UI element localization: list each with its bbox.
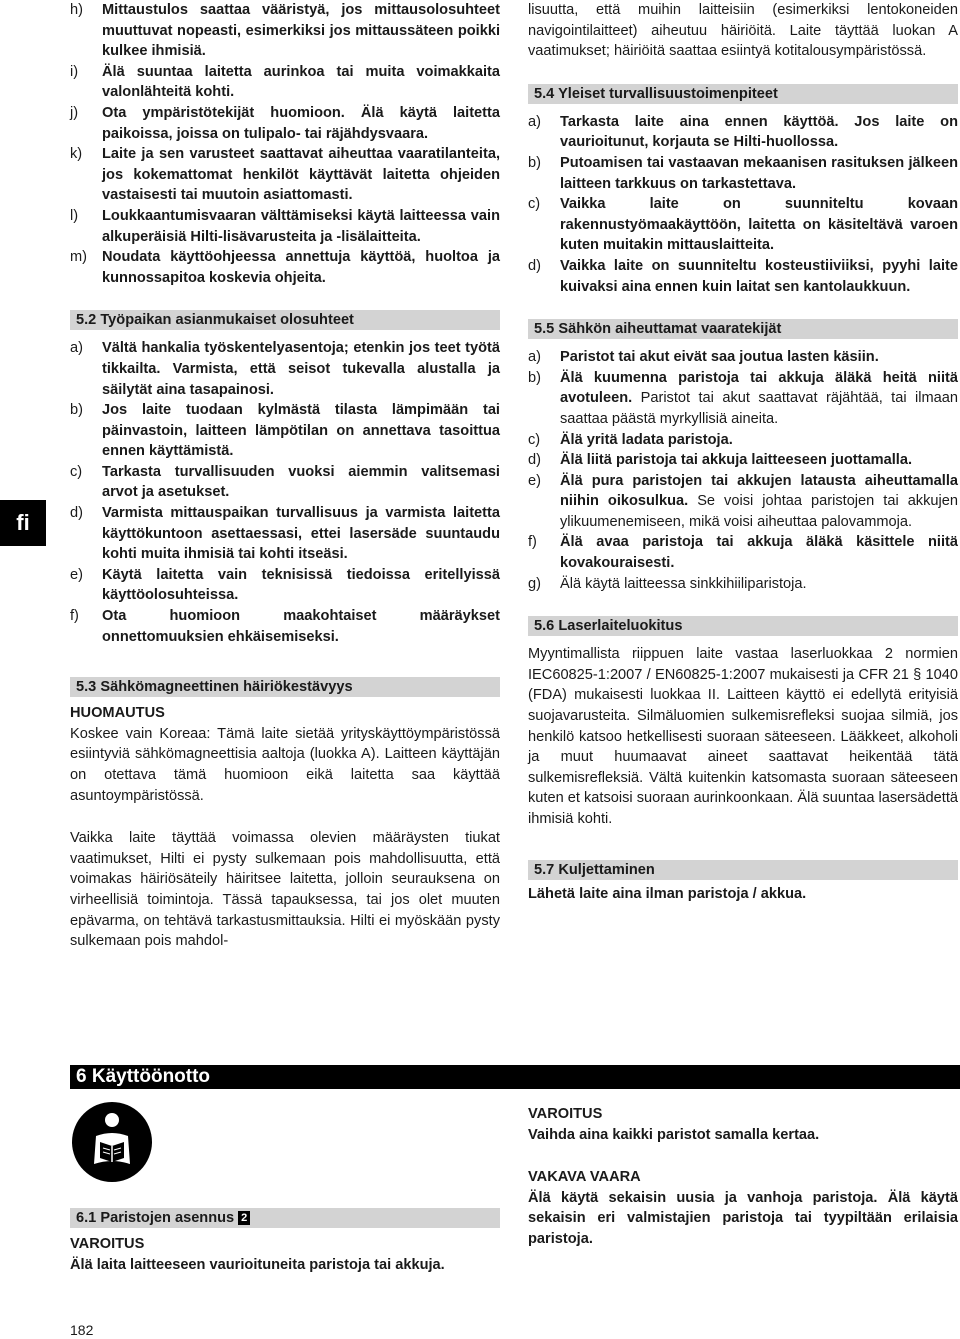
list-text bbox=[102, 206, 500, 247]
list-marker: j) bbox=[70, 104, 79, 121]
emc-paragraph-continued: lisuutta, että muihin laitteisiin (esimerkiksi lentokoneiden navigointilaitteet) aiheutuu häiriöitä. Laite täyttää luokan A vaatimukset; häiriöitä saattaa esiintyä kotitalousympäristössä. bbox=[528, 2, 958, 60]
list-text-bold: Älä pura paristojen tai akkujen latausta aiheuttamalla niihin oikosulkua. bbox=[560, 472, 958, 510]
list-text bbox=[102, 606, 500, 647]
warning-text: Älä laita laitteeseen vaurioituneita paristoja tai akkuja. bbox=[70, 1256, 445, 1273]
list-item bbox=[70, 565, 500, 606]
list-text-bold: Älä suuntaa laitetta aurinkoa tai muita voimakkaita valonlähteitä kohti. bbox=[102, 63, 500, 101]
list-item bbox=[528, 450, 958, 471]
list-item bbox=[70, 338, 500, 400]
list-text-bold: Vältä hankalia työskentelyasentoja; etenkin jos teet työtä tikkailta. Varmista, että seisot tukevalla alustalla ja säilytät aina tasapainosi. bbox=[102, 340, 500, 398]
list-text bbox=[560, 450, 958, 471]
list-text-bold: Noudata käyttöohjeessa annettuja käyttöä, huoltoa ja kunnossapitoa koskevia ohjeita. bbox=[102, 249, 500, 286]
list-text-bold: Tarkasta laite aina ennen käyttöä. Jos laite on vaurioitunut, korjauta se Hilti-huollossa. bbox=[560, 113, 958, 151]
list-text bbox=[102, 62, 500, 103]
left-column bbox=[70, 0, 500, 952]
danger-heading: VAKAVA VAARA bbox=[528, 1169, 641, 1186]
section-6-1-heading bbox=[70, 1208, 500, 1228]
list-item bbox=[528, 153, 958, 194]
list-text-normal: Se voisi johtaa paristojen tai akkujen ylikuumenemiseen, mikä voisi aiheuttaa palovammoja. bbox=[560, 493, 958, 530]
list-item bbox=[528, 194, 958, 256]
language-tab: fi bbox=[0, 500, 46, 546]
list-marker: a) bbox=[528, 113, 541, 130]
general-safety-list bbox=[528, 112, 958, 297]
list-text bbox=[102, 103, 500, 144]
list-marker: d) bbox=[70, 505, 83, 522]
chapter-6-left bbox=[70, 1102, 500, 1275]
list-text-bold: Jos laite tuodaan kylmästä tilasta lämpimään tai päinvastoin, laitteen lämpötilan on annettava tasoittua ennen käyttämistä. bbox=[102, 402, 500, 460]
list-marker: a) bbox=[70, 340, 83, 357]
list-text bbox=[102, 247, 500, 288]
list-text bbox=[102, 503, 500, 565]
list-marker: f) bbox=[528, 534, 537, 551]
list-item bbox=[528, 256, 958, 297]
section-5-2-heading: 5.2 Työpaikan asianmukaiset olosuhteet bbox=[70, 310, 500, 330]
safety-list-continued bbox=[70, 0, 500, 288]
section-5-3-heading: 5.3 Sähkömagneettinen häiriökestävyys bbox=[70, 677, 500, 697]
chapter-6-heading: 6 Käyttöönotto bbox=[70, 1065, 960, 1089]
list-text bbox=[560, 153, 958, 194]
list-marker: i) bbox=[70, 63, 79, 80]
list-text bbox=[102, 565, 500, 606]
note-paragraph: Koskee vain Koreaa: Tämä laite sietää yrityskäyttöympäristössä esiintyviä sähkömagneettisia aaltoja (luokka A). Laitteen käyttäjän on otettava tämä huomioon eikä laitetta saa käyttää asuntoympäristössä. bbox=[70, 725, 500, 804]
list-text-bold: Ota huomioon maakohtaiset määräykset onnettomuuksien ehkäisemiseksi. bbox=[102, 608, 500, 645]
electrical-hazards-list bbox=[528, 347, 958, 594]
list-text-bold: Laite ja sen varusteet saattavat aiheuttaa vaaratilanteita, jos kokemattomat henkilöt käyttävät laitetta ohjeiden vastaisesti tai muutoin asiattomasti. bbox=[102, 146, 500, 204]
list-item bbox=[70, 144, 500, 206]
section-6-1-title: 6.1 Paristojen asennus bbox=[76, 1210, 235, 1226]
section-5-6-heading: 5.6 Laserlaiteluokitus bbox=[528, 616, 958, 636]
list-marker: b) bbox=[528, 369, 541, 386]
list-marker: f) bbox=[70, 608, 79, 625]
list-text bbox=[560, 471, 958, 533]
list-marker: e) bbox=[70, 566, 83, 583]
note-heading: HUOMAUTUS bbox=[70, 705, 165, 722]
list-item bbox=[70, 0, 500, 62]
list-text-bold: Älä avaa paristoja tai akkuja äläkä käsittele niitä kovakouraisesti. bbox=[560, 534, 958, 572]
list-item bbox=[70, 103, 500, 144]
list-text-normal: Älä käytä laitteessa sinkkihiiliparistoja. bbox=[560, 575, 807, 592]
section-5-5-heading: 5.5 Sähkön aiheuttamat vaaratekijät bbox=[528, 319, 958, 339]
list-text bbox=[560, 574, 958, 595]
list-text-bold: Paristot tai akut eivät saa joutua lasten käsiin. bbox=[560, 349, 879, 366]
list-marker: a) bbox=[528, 349, 541, 366]
list-marker: b) bbox=[70, 402, 83, 419]
list-text bbox=[560, 430, 958, 451]
list-marker: c) bbox=[528, 431, 541, 448]
list-item bbox=[70, 606, 500, 647]
list-text bbox=[560, 194, 958, 256]
list-text bbox=[102, 338, 500, 400]
list-marker: k) bbox=[70, 146, 83, 163]
list-marker: e) bbox=[528, 472, 541, 489]
laser-class-paragraph: Myyntimallista riippuen laite vastaa laserluokkaa 2 normien IEC60825-1:2007 / EN60825-1:2007 mukaisesti ja CFR 21 § 1040 (FDA) mukaisesti luokkaa II. Laitteen käyttö ei edellytä erityisiä suojavarusteita. Silmäluomien sulkemisrefleksi suojaa silmiä, jos henkilö katsoo hetkellisesti suoraan säteeseen. Lääkkeet, alkoholi ja muut huumaavat aineet saattavat heikentää tätä sulkemisrefleksiä. Vältä kuitenkin katsomasta suoraan säteeseen kuten et katsoisi suoraan aurinkoonkaan. Älä suuntaa lasersädettä ihmisiä kohti. bbox=[528, 646, 958, 827]
list-text bbox=[560, 532, 958, 573]
workplace-list bbox=[70, 338, 500, 647]
list-text-bold: Älä kuumenna paristoja tai akkuja äläkä heitä niitä avotuleen. bbox=[560, 369, 958, 407]
list-item bbox=[70, 462, 500, 503]
list-marker: l) bbox=[70, 207, 79, 224]
transport-paragraph: Lähetä laite aina ilman paristoja / akkua. bbox=[528, 885, 807, 902]
list-item bbox=[70, 400, 500, 462]
list-item bbox=[528, 471, 958, 533]
list-item bbox=[70, 247, 500, 288]
list-text bbox=[102, 400, 500, 462]
list-text-bold: Putoamisen tai vastaavan mekaanisen rasituksen jälkeen laitteen tarkkuus on tarkastettava. bbox=[560, 154, 958, 192]
list-item bbox=[528, 347, 958, 368]
list-text-bold: Vaikka laite on suunniteltu kosteustiiviiksi, pyyhi laite kuivaksi aina ennen kuin laitat sen kantolaukkuun. bbox=[560, 257, 958, 295]
list-text-bold: Älä yritä ladata paristoja. bbox=[560, 431, 733, 448]
list-marker: c) bbox=[528, 196, 541, 213]
list-text bbox=[102, 144, 500, 206]
list-marker: g) bbox=[528, 575, 541, 592]
list-text bbox=[102, 462, 500, 503]
right-column bbox=[528, 0, 958, 904]
list-item bbox=[528, 574, 958, 595]
list-text-bold: Varmista mittauspaikan turvallisuus ja varmista laitetta käyttökuntoon asettaessasi, ettei lasersäde suuntaudu kohti muita ihmisiä tai kohti itseäsi. bbox=[102, 505, 500, 563]
list-text-normal: Paristot tai akut saattavat räjähtää, tai ilmaan saattaa päästä myrkyllisiä aineita. bbox=[560, 390, 958, 427]
list-text bbox=[560, 368, 958, 430]
list-item bbox=[70, 206, 500, 247]
list-text-bold: Mittaustulos saattaa vääristyä, jos mittausolosuhteet muuttuvat nopeasti, esimerkiksi jos mittaussäteen poikki kulkee ihmisiä. bbox=[102, 2, 500, 60]
list-item bbox=[528, 112, 958, 153]
list-item bbox=[528, 532, 958, 573]
list-text-bold: Loukkaantumisvaaran välttämiseksi käytä laitteessa vain alkuperäisiä Hilti-lisävarusteita ja -lisälaitteita. bbox=[102, 207, 500, 245]
list-text-bold: Käytä laitetta vain teknisissä tiedoissa eritellyissä käyttöolosuhteissa. bbox=[102, 566, 500, 604]
list-marker: d) bbox=[528, 257, 541, 274]
list-text-bold: Älä liitä paristoja tai akkuja laitteeseen juottamalla. bbox=[560, 452, 913, 469]
list-marker: m) bbox=[70, 249, 88, 266]
chapter-6-right bbox=[528, 1104, 958, 1250]
list-marker: c) bbox=[70, 463, 83, 480]
list-text bbox=[560, 112, 958, 153]
list-marker: d) bbox=[528, 452, 541, 469]
page-number: 182 bbox=[70, 1322, 94, 1338]
danger-text: Älä käytä sekaisin uusia ja vanhoja paristoja. Älä käytä sekaisin eri valmistajien paristoja tai tyypiltään erilaisia paristoja. bbox=[528, 1189, 958, 1247]
warning-heading-right: VAROITUS bbox=[528, 1106, 603, 1122]
section-5-4-heading: 5.4 Yleiset turvallisuustoimenpiteet bbox=[528, 84, 958, 104]
list-marker: h) bbox=[70, 2, 83, 18]
list-text bbox=[560, 256, 958, 297]
list-text-bold: Ota ympäristötekijät huomioon. Älä käytä laitetta paikoissa, joissa on tulipalo- tai räjähdysvaara. bbox=[102, 104, 500, 142]
list-text bbox=[560, 347, 958, 368]
list-item bbox=[70, 62, 500, 103]
list-item bbox=[70, 503, 500, 565]
list-text-bold: Tarkasta turvallisuuden vuoksi aiemmin valitsemasi arvot ja asetukset. bbox=[102, 463, 500, 501]
emc-paragraph: Vaikka laite täyttää voimassa olevien määräysten tiukat vaatimukset, Hilti ei pysty sulkemaan pois mahdollisuutta, että voimakas häiriösäteily häiritsee laitetta, jolloin seurauksena on virheellisiä toimintoja. Tässä tapauksessa, tai jos olet muuten epävarma, on tehtävä tarkastusmittauksia. Hilti ei myöskään pysty sulkemaan pois mahdol- bbox=[70, 830, 500, 950]
list-text-bold: Vaikka laite on suunniteltu kovaan rakennustyömaakäyttöön, laitetta on käsiteltävä varoen kuten muitakin mittauslaitteita. bbox=[560, 196, 958, 254]
list-marker: b) bbox=[528, 154, 541, 171]
list-item bbox=[528, 430, 958, 451]
warning-heading: VAROITUS bbox=[70, 1236, 145, 1252]
list-item bbox=[528, 368, 958, 430]
list-text bbox=[102, 0, 500, 62]
warning-text-right: Vaihda aina kaikki paristot samalla kertaa. bbox=[528, 1126, 820, 1143]
section-5-7-heading: 5.7 Kuljettaminen bbox=[528, 860, 958, 880]
figure-reference-badge: 2 bbox=[238, 1211, 250, 1225]
